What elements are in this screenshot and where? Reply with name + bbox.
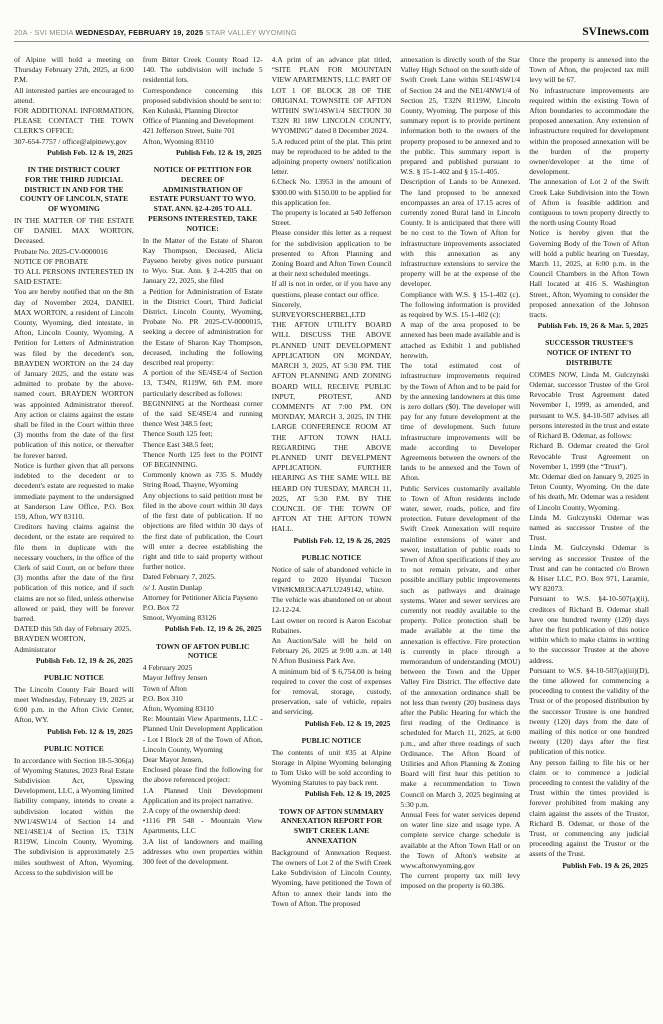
news-column	[529, 55, 649, 1007]
notice-paragraph: TO ALL PERSONS INTERESTED IN SAID ESTATE:	[14, 267, 134, 287]
notice-heading: TOWN OF AFTON PUBLIC NOTICE	[155, 641, 250, 661]
notice-paragraph: Compliance with W.S. § 15-1-402 (c). The following information is provided as required by W.S. 15-1-402 (c):	[400, 289, 521, 320]
notice-paragraph: The annexation of Lot 2 of the Swift Creek Lake Subdivision into the Town of Afton is feasible addition and contiguous to town property directly to the north using County Road	[529, 177, 649, 228]
notice-paragraph: from Bitter Creek County Road 12-140. The subdivision will include 5 residential lots.	[142, 55, 263, 85]
notice-paragraph: Mayor Jeffrey Jensen	[142, 673, 208, 683]
notice-paragraph: 307-654-7757 / office@alpinewy.gov	[14, 136, 127, 146]
notice-heading: SUCCESSOR TRUSTEE'S NOTICE OF INTENT TO DISTRIBUTE	[545, 338, 634, 368]
notice-paragraph: In the Matter of the Estate of Sharon Kay Thompson, Deceased, Alicia Payseno hereby gives notice pursuant to Wyo. Stat. Ann. § 2-4-205 that on January 22, 2025, she filed	[142, 235, 263, 286]
notice-heading: TOWN OF AFTON SUMMARY ANNEXATION REPORT FOR SWIFT CREEK LANE ANNEXATION	[279, 806, 384, 845]
publish-line: Publish Feb. 12, 19 & 26, 2025	[164, 624, 262, 634]
notice-paragraph: The total estimated cost of infrastructure improvements required by the Town of Afton and to be paid for by the annexing landowners at this time is zero dollars ($0). The developer will pay for any future development at the time of development. Such future infrastructure improvements will be made according to Developer Agreements between the owners of the lands to be annexed and the Town of Afton.	[400, 361, 521, 483]
notice-paragraph: COMES NOW, Linda M. Gulczynski Odemar, successor Trustee of the Grol Revocable Trust Agreement dated November 1, 1999, as amended, and pursuant to W.S. §4-10-507 advises all persons interested in the trust and estate of Richard B. Odemar, as follows:	[529, 369, 649, 441]
notice-paragraph: Notice of sale of abandoned vehicle in regard to 2020 Hyundai Tucson VIN#KM8J3CA47LU249142, white.	[271, 564, 392, 594]
notice-paragraph: An Auction/Sale will be held on February 26, 2025 at 9:00 a.m. at 140 N Afton Business Park Ave.	[271, 635, 392, 666]
publish-line: Publish Feb. 12 & 19, 2025	[304, 789, 391, 799]
notice-paragraph: 421 Jefferson Street, Suite 701	[142, 126, 235, 136]
notice-paragraph: Public Services customarily available to Town of Afton residents include water, sewer, roads, police, and fire protection. Future development of the Swift Creek Annexation will require mainline extensions of water and sewer, installation of public roads to Town of Afton specifications if they are to not remain private, and other possible ancillary public improvements such as pathways and drainage systems. Water and sewer services are currently not readily available to the property. Police protection shall be made available at the time the annexation is effective. Fire protection is currently in place through a memorandum of understanding (MOU) between the Town and the Upper Valley Fire District. The effective date of the annexation ordinance shall be not less than twenty (20) business days after the Public Hearing for which the first reading of the Ordinance is scheduled for March 11, 2025, at 6:00 p.m., and after three readings of such Ordinance. The Afton Board of Utilities and Afton Planning & Zoning Board will first hear this petition to make a recommendation to Town Council on March 3, 2025 beginning at 5:30 p.m.	[400, 483, 521, 809]
notice-paragraph: No infrastructure improvements are required within the existing Town of Afton boundaries to accommodate the proposed annexation. Any extension of infrastructure required for development within the proposed annexation will be the burden of the property owner/developer at the time of development.	[529, 85, 649, 177]
notice-paragraph: The property is located at 540 Jefferson Street.	[271, 208, 392, 228]
news-column	[14, 55, 134, 1007]
publish-line: Publish Feb. 12, 19 & 26, 2025	[35, 655, 133, 665]
notice-paragraph: The Lincoln County Fair Board will meet Wednesday, February 19, 2025 at 6:00 p.m. in the Afton Civic Center, Afton, WY.	[14, 684, 134, 725]
notice-paragraph: Background of Annexation Request. The owners of Lot 2 of the Swift Creek Lake Subdivision of Lincoln County, Wyoming, have petitioned the Town of Afton to annex their lands into the Town of Afton. The proposed	[271, 847, 392, 908]
notice-paragraph: SURVEYORSCHERBEL,LTD	[271, 310, 366, 320]
notice-paragraph: FOR ADDITIONAL INFORMATION, PLEASE CONTACT THE TOWN CLERK'S OFFICE:	[14, 106, 134, 136]
notice-paragraph: Mr. Odemar died on January 9, 2025 in Teton County, Wyoming. On the date of his death, Mr. Odemar was a resident of Lincoln County, Wyoming.	[529, 471, 649, 512]
notice-paragraph: Administrator	[14, 644, 57, 654]
notice-paragraph: Afton, Wyoming 83110	[142, 136, 214, 146]
notice-paragraph: Re: Mountain View Apartments, LLC - Planned Unit Development Application - Lot I Block 28 of the Town of Afton, Lincoln County, Wyoming	[142, 714, 263, 754]
notice-paragraph: Correspondence concerning this proposed subdivision should be sent to:	[142, 85, 263, 105]
notice-paragraph: 4 February 2025	[142, 663, 193, 673]
notice-paragraph: 1.A Planned Unit Development Application and its project narrative.	[142, 785, 263, 805]
notice-paragraph: NOTICE OF PROBATE	[14, 256, 89, 266]
notice-paragraph: Afton, Wyoming 83110	[142, 703, 214, 713]
notice-paragraph: Probate No. 2025-CV-0000016	[14, 246, 108, 256]
publish-line: Publish Feb. 12 & 19, 2025	[304, 718, 391, 728]
notice-paragraph: Dated February 7, 2025.	[142, 572, 216, 582]
notice-paragraph: Any person failing to file his or her claim or to commence a judicial proceeding to contest the validity of the Trust within the times provided is forever prohibited from making any claim against the assets of the Trustor, Richard B. Odemar, or those of the Trust, or commencing any judicial proceeding against the Trustor or the assets of the Trust.	[529, 757, 649, 859]
masthead-date: WEDNESDAY, FEBRUARY 19, 2025	[75, 28, 204, 37]
notice-paragraph: A portion of the SE/4SE/4 of Section 13, T34N, R119W, 6th P.M. more particularly described as follows:	[142, 368, 263, 398]
notice-paragraph: BEGINNING at the Northeast corner of the said SE/4SE/4 and running thence West 348.5 feet;	[142, 398, 263, 429]
masthead	[14, 0, 649, 42]
notice-heading: IN THE DISTRICT COURT FOR THE THIRD JUDICIAL DISTRICT IN AND FOR THE COUNTY OF LINCOLN, STATE OF WYOMING	[19, 165, 129, 214]
notice-paragraph: /s/ J. Austin Dunlap	[142, 582, 202, 592]
notice-paragraph: Creditors having claims against the decedent, or the estate are required to file them in duplicate with the necessary vouchers, in the office of the Clerk of said Court, on or before three (3) months after the date of the first publication of this notice, and if such claims are not so filed, unless otherwise allowed or paid, they will be forever barred.	[14, 522, 134, 623]
notice-heading: PUBLIC NOTICE	[301, 735, 362, 745]
notice-paragraph: 3.A list of landowners and mailing addresses who own properties within 300 feet of the development.	[142, 836, 263, 866]
notice-paragraph: •1116 PR 548 - Mountain View Apartments, LLC	[142, 816, 263, 836]
notice-paragraph: Office of Planning and Development	[142, 116, 254, 126]
notice-paragraph: A minimum bid of $ 6,754.00 is being required to cover the cost of expenses for removal, storage, custody, preservation, sale of vehicle, repairs and servicing.	[271, 666, 392, 717]
notice-paragraph: 2.A copy of the ownership deed:	[142, 805, 241, 815]
notice-paragraph: A map of the area proposed to be annexed has been made available and is attached as Exhibit 1 and published herewith.	[400, 320, 521, 360]
notice-paragraph: Thence South 125 feet;	[142, 429, 213, 439]
notice-paragraph: Linda M. Gulczynski Odemar was named as successor Trustee of the Trust.	[529, 512, 649, 543]
notice-paragraph: You are hereby notified that on the 8th day of November 2024, DANIEL MAX WORTON, a resident of Lincoln County, Wyoming, died intestate, in Afton, Lincoln County, Wyoming. A Petition for Letters of Administration was filed by the decedent's son, BRAYDEN WORTON on the 24 day of January 2025, and the estate was admitted to probate by the above- named court. BRAYDEN WORTON was appointed Administrator thereof. Any action or claims against the estate shall be filed in the Court within three (3) months from the date of the first publication of this notice, or thereafter be forever barred.	[14, 287, 134, 460]
notice-paragraph: annexation is directly south of the Star Valley High School on the south side of Swift Creek Lane within SE1/4SW1/4 of Section 24 and the NE1/4NW1/4 of Section 25, T32N R119W, Lincoln County, Wyoming. The purpose of this summary report is to provide pertinent information both to the owners of the property proposed to be annexed and to the public. This summary report is prepared and published pursuant to W.S. § 15-1-402 and § 15-1-405.	[400, 55, 521, 177]
notice-paragraph: Annual Fees for water services depend on water line size and usage type. A complete service charge schedule is available at the Afton Town Hall or on the Town of Afton's website at www.aftonwyoming.gov	[400, 810, 521, 871]
masthead-region: STAR VALLEY WYOMING	[205, 28, 297, 37]
news-column	[272, 55, 392, 1007]
notice-paragraph: BRAYDEN WORTON,	[14, 634, 86, 644]
notice-paragraph: P.O. Box 72	[142, 602, 180, 612]
notice-paragraph: Notice is further given that all persons indebted to the decedent or to decedent's estate are requested to make immediate payment to the undersigned at Sanderson Law Office, P.O. Box 159, Afton, WY 83110.	[14, 460, 134, 521]
notice-paragraph: DATED this 5th day of February 2025.	[14, 624, 132, 634]
notice-paragraph: 6.Check No. 13953 in the amount of $300.00 with $150.00 to be applied for this application fee.	[271, 177, 392, 207]
notice-paragraph: of Alpine will hold a meeting on Thursday February 27th, 2025, at 6:00 P.M.	[14, 55, 134, 85]
page-label: 20A - SVI MEDIA	[14, 28, 74, 37]
masthead-left	[14, 28, 297, 37]
notice-paragraph: Town of Afton	[142, 683, 187, 693]
notice-paragraph: Ken Kuluski, Planning Director	[142, 106, 239, 116]
publish-line: Publish Feb. 12 & 19, 2025	[47, 147, 133, 157]
notice-heading: NOTICE OF PETITION FOR DECREE OF ADMINISTRATION OF ESTATE PURSUANT TO WYO. STAT. ANN. §2-4-205 TO ALL PERSONS INTERESTED, TAKE NOTICE:	[148, 165, 258, 233]
publish-line: Publish Feb. 19, 26 & Mar. 5, 2025	[537, 321, 648, 331]
notice-paragraph: IN THE MATTER OF THE ESTATE OF DANIEL MAX WORTON, Deceased.	[14, 216, 134, 246]
notice-paragraph: Enclosed please find the following for the above referenced project:	[142, 765, 263, 785]
notice-paragraph: THE AFTON UTILITY BOARD WILL DISCUSS THE ABOVE PLANNED UNIT DEVELOPMENT APPLICATION ON MONDAY, MARCH 3, 2025, AT 5:30 PM. THE AFTON PLANNING AND ZONING BOARD WILL RECEIVE PUBLIC INPUT, PROTEST, AND COMMENTS AT 7:00 PM. ON MONDAY, MARCH 3, 2025, IN THE LARGE CONFERENCE ROOM AT THE AFTON TOWN HALL REGARDING THE ABOVE PLANNED UNIT DEVELPMENT APPLICATION. FURTHER HEARING AS THE SAME WILL BE HEARD ON TUESDAY, MARCH 11, 2025, AT 5:30 P.M. BY THE COUNCIL OF THE TOWN OF AFTON AT THE AFTON TOWN HALL.	[271, 320, 392, 534]
notice-paragraph: The contents of unit #35 at Alpine Storage in Alpine Wyoming belonging to Tom Usko will be sold according to Wyoming Statutes to pay back rent.	[271, 747, 392, 788]
notice-paragraph: Description of Lands to be Annexed. The land proposed to be annexed encompasses an area of 17.15 acres of currently zoned Rural land in Lincoln County. It is anticipated that there will be no cost to the Town of Afton for infrastructure improvements associated with this annexation as any infrastructure extensions to service the property will be at the expense of the developer.	[400, 177, 521, 289]
notice-paragraph: The current property tax mill levy imposed on the property is 60.386.	[400, 871, 521, 891]
news-column	[143, 55, 263, 1007]
notice-paragraph: Notice is hereby given that the Governing Body of the Town of Afton will hold a public hearing on Tuesday, March 11, 2025, at 6:00 p.m. in the Council Chambers in the Afton Town Hall located at 416 S. Washington Street., Afton, Wyoming to consider the proposed annexation of the Johnson tracts.	[529, 228, 649, 320]
legal-notices-columns	[14, 55, 649, 1007]
notice-heading: PUBLIC NOTICE	[43, 743, 104, 753]
news-column	[400, 55, 520, 1007]
notice-paragraph: If all is not in order, or if you have any questions, please contact our office.	[271, 279, 392, 299]
publish-line: Publish Feb. 12 & 19, 2025	[175, 147, 262, 157]
notice-paragraph: Attorney for Petitioner Alicia Payseno	[142, 592, 258, 602]
notice-paragraph: All interested parties are encouraged to attend.	[14, 85, 134, 105]
notice-paragraph: Thence East 348.5 feet;	[142, 439, 214, 449]
notice-paragraph: Any objections to said petition must be filed in the above court within 30 days of the first date of publication. If no objections are filed within 30 days of the first date of publication, the Court will enter a decree establishing the right and title to said property without further notice.	[142, 490, 263, 572]
notice-paragraph: Last owner on record is Aaron Escobar Rubaines.	[271, 615, 392, 635]
notice-paragraph: Once the property is annexed into the Town of Afton, the projected tax mill levy will be 67.	[529, 55, 649, 85]
notice-paragraph: 4.A print of an advance plat titled, “SITE PLAN FOR MOUNTAIN VIEW APARTMENTS, LLC PART OF LOT 1 OF BLOCK 28 OF THE ORIGINAL TOWNSITE OF AFTON WITHIN SW1/4SW1/4 SECTION 30 T32N Rl 18W LINCOLN COUNTY, WYOMING” dated 8 December 2024.	[271, 55, 392, 136]
notice-paragraph: P.O. Box 310	[142, 693, 183, 703]
notice-paragraph: 5.A reduced print of the plat. This print may be reproduced to be added to the adjoining property owners' notification letter.	[271, 136, 392, 177]
masthead-site: SVInews.com	[582, 26, 649, 38]
notice-paragraph: Please consider this letter as a request for the subdivision application to be presented to Afton Planning and Zoning Board and Afton Town Council at their next scheduled meetings.	[271, 228, 392, 279]
notice-paragraph: Thence North 125 feet to the POINT OF BEGINNING.	[142, 449, 263, 470]
notice-paragraph: Commonly known as 735 S. Muddy String Road, Thayne, Wyoming	[142, 470, 263, 490]
publish-line: Publish Feb. 12 & 19, 2025	[47, 726, 133, 736]
notice-paragraph: Linda M. Gulczynski Odemar is serving as successor Trustee of the Trust and can be contacted c/o Brown & Hiser LLC, P.O. Box 971, Laramie, WY 82073.	[529, 543, 649, 594]
notice-paragraph: In accordance with Section 18-5-306(a) of Wyoming Statutes, 2023 Real Estate Subdivision Act, Upswing Development, LLC, a Wyoming limited liability company, intends to create a subdivision located within the NW1/4SW1/4 of Section 14 and NE1/4SE1/4 of Section 15, T31N R119W, Lincoln County, Wyoming. The subdivision is approximately 2.5 miles southwest of Afton, Wyoming. Access to the subdivision will be	[14, 755, 134, 877]
notice-paragraph: Smoot, Wyoming 83126	[142, 613, 217, 623]
notice-paragraph: Pursuant to W.S. §4-10-507(a)(iii)(D), the time allowed for commencing a proceeding to contest the validity of the Trust or of the proposed distribution by the successor Trustee is one hundred twenty (120) days from the date of mailing of this notice or one hundred twenty (120) days after the first publication of this notice.	[529, 665, 649, 757]
notice-paragraph: Dear Mayor Jensen,	[142, 754, 203, 764]
notice-paragraph: Pursuant to W.S. §4-10-507(a)(ii), creditors of Richard B. Odemar shall have one hundred twenty (120) days after the first publication of this notice within which to make claims in writing to the successor Trustee at the above address.	[529, 594, 649, 665]
notice-heading: PUBLIC NOTICE	[43, 672, 104, 682]
publish-line: Publish Feb. 19 & 26, 2025	[562, 860, 648, 870]
notice-paragraph: The vehicle was abandoned on or about 12-12-24.	[271, 595, 392, 615]
notice-paragraph: Richard B. Odemar created the Grol Revocable Trust Agreement on November 1, 1999 (the “Trust”).	[529, 441, 649, 471]
notice-paragraph: a Petition for Administration of Estate in the District Court, Third Judicial District, Lincoln County, Wyoming, Probate No. PR 2025-CV-0000015, seeking a decree of administration for the Estate of Sharon Kay Thompson, deceased, including the following described real property:	[142, 286, 263, 368]
notice-heading: PUBLIC NOTICE	[301, 552, 362, 562]
notice-paragraph: Sincerely,	[271, 299, 302, 309]
publish-line: Publish Feb. 12, 19 & 26, 2025	[293, 535, 391, 545]
